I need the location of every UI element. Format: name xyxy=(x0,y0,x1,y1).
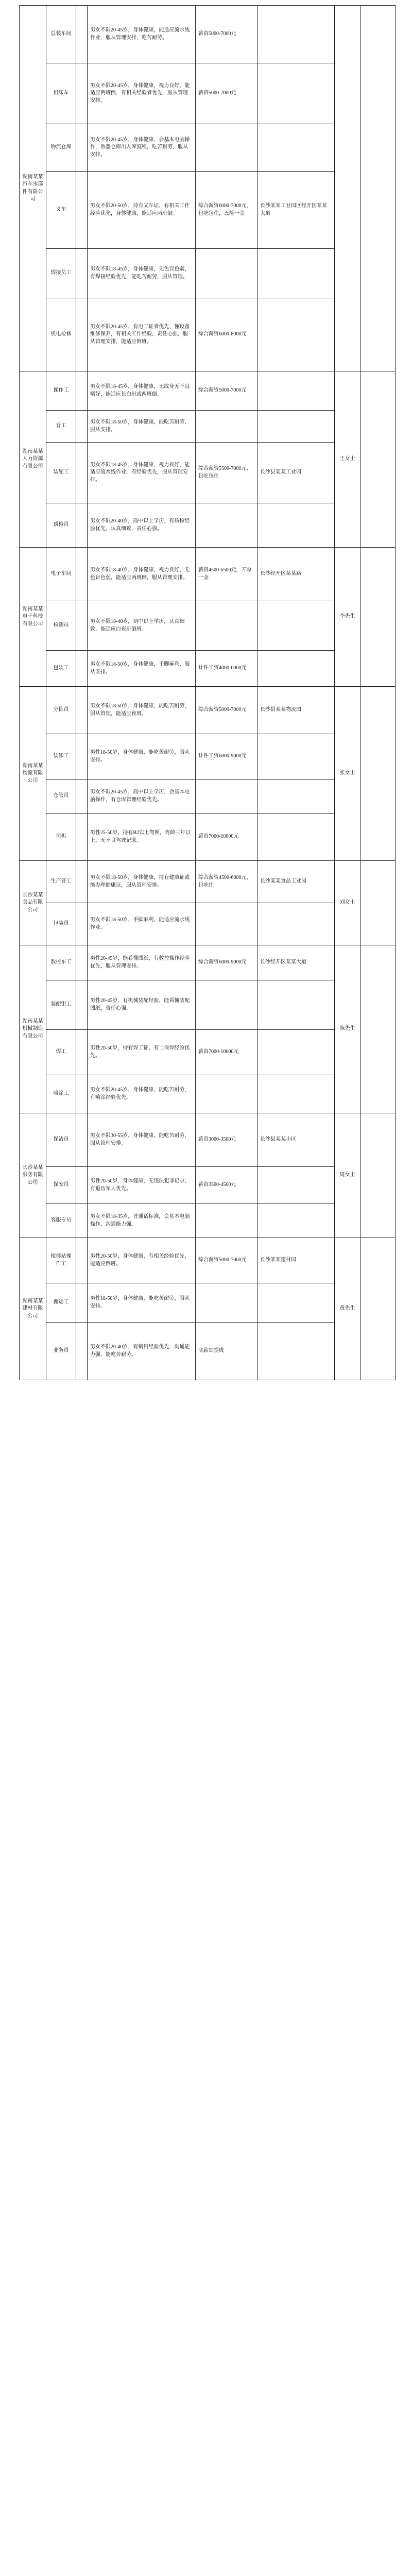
headcount xyxy=(76,371,88,411)
table-row xyxy=(20,945,396,980)
salary-benefits: 计件工资6000-9000元 xyxy=(196,734,258,779)
job-requirements: 男性25-50岁，持有B2以上驾照，驾龄三年以上，无不良驾驶记录。 xyxy=(88,814,196,861)
job-requirements: 男女不限20-45岁，身体健康，能适应流水线作业，服从管理安排，吃苦耐劳。 xyxy=(88,6,196,63)
contact-person: 刘女士 xyxy=(335,861,360,945)
headcount xyxy=(76,779,88,814)
contact-phone xyxy=(360,861,396,945)
table-row xyxy=(20,1238,396,1283)
table-row xyxy=(20,687,396,734)
headcount xyxy=(76,1283,88,1323)
headcount xyxy=(76,687,88,734)
work-location xyxy=(258,1030,335,1075)
job-requirements: 男性20-50岁，持有焊工证，有二保焊经验优先。 xyxy=(88,1030,196,1075)
job-requirements: 男女不限18-40岁，身体健康，视力良好，无色盲色弱，能适应两班倒，服从管理安排。 xyxy=(88,548,196,601)
contact-phone xyxy=(360,548,396,687)
salary-benefits: 薪资3000-3500元 xyxy=(196,1113,258,1167)
job-title: 仓管员 xyxy=(46,779,76,814)
job-requirements: 男女不限20-40岁，高中以上学历，有质检经验优先，认真细致，责任心强。 xyxy=(88,503,196,548)
headcount xyxy=(76,1030,88,1075)
job-requirements: 男性20-45岁，有机械装配经验，能看懂装配图纸，责任心强。 xyxy=(88,980,196,1030)
job-requirements: 男性20-45岁，能看懂图纸，有数控操作经验优先，服从管理安排。 xyxy=(88,945,196,980)
job-title: 包装员 xyxy=(46,903,76,945)
work-location xyxy=(258,1075,335,1113)
company-name: 长沙某某食品有限公司 xyxy=(20,861,46,945)
headcount xyxy=(76,1323,88,1380)
headcount xyxy=(76,443,88,503)
work-location xyxy=(258,503,335,548)
salary-benefits: 综合薪资5000-7000元 xyxy=(196,1238,258,1283)
contact-person: 王女士 xyxy=(335,371,360,548)
job-title: 焊工 xyxy=(46,1030,76,1075)
salary-benefits xyxy=(196,903,258,945)
headcount xyxy=(76,63,88,124)
salary-benefits: 薪资5000-7000元 xyxy=(196,63,258,124)
company-name: 湖南某某建材有限公司 xyxy=(20,1238,46,1380)
job-requirements: 男女不限18-50岁，身体健康，能吃苦耐劳，服从安排。 xyxy=(88,411,196,443)
job-requirements: 男女不限20-45岁，高中以上学历，会基本电脑操作，有仓库管理经验优先。 xyxy=(88,779,196,814)
job-title: 机电检修 xyxy=(46,298,76,371)
job-requirements: 男性20-50岁，身体健康，有相关经验优先，能适应倒班。 xyxy=(88,1238,196,1283)
job-title: 普工 xyxy=(46,411,76,443)
job-requirements: 男女不限30-55岁，身体健康，能吃苦耐劳，服从管理安排。 xyxy=(88,1113,196,1167)
work-location xyxy=(258,1283,335,1323)
job-title: 业务员 xyxy=(46,1323,76,1380)
job-requirements: 男女不限20-45岁，身体健康，视力良好，能适应两班倒，有相关经验者优先，服从管理安排。 xyxy=(88,63,196,124)
job-title: 司机 xyxy=(46,814,76,861)
salary-benefits: 综合薪资5500-7000元，包吃包住 xyxy=(196,443,258,503)
job-requirements: 男女不限18-35岁，普通话标准，会基本电脑操作，沟通能力强。 xyxy=(88,1204,196,1238)
work-location xyxy=(258,1204,335,1238)
headcount xyxy=(76,249,88,298)
headcount xyxy=(76,814,88,861)
work-location xyxy=(258,411,335,443)
work-location xyxy=(258,601,335,651)
headcount xyxy=(76,1167,88,1204)
salary-benefits xyxy=(196,124,258,172)
work-location xyxy=(258,63,335,124)
job-title: 客服专员 xyxy=(46,1204,76,1238)
salary-benefits xyxy=(196,1283,258,1323)
salary-benefits xyxy=(196,249,258,298)
salary-benefits: 薪资5000-7000元 xyxy=(196,6,258,63)
salary-benefits: 综合薪资4500-6000元，包吃住 xyxy=(196,861,258,903)
salary-benefits xyxy=(196,1204,258,1238)
job-requirements: 男性18-50岁，身体健康，能吃苦耐劳，服从安排。 xyxy=(88,734,196,779)
job-title: 数控车工 xyxy=(46,945,76,980)
contact-person: 周女士 xyxy=(335,1113,360,1238)
work-location xyxy=(258,814,335,861)
contact-phone xyxy=(360,687,396,861)
work-location: 长沙经开区某某大道 xyxy=(258,945,335,980)
work-location: 长沙某某食品工业园 xyxy=(258,861,335,903)
job-requirements: 男女不限20-40岁，有销售经验优先，沟通能力强，能吃苦耐劳。 xyxy=(88,1323,196,1380)
job-title: 搅拌站操作工 xyxy=(46,1238,76,1283)
headcount xyxy=(76,903,88,945)
salary-benefits: 计件工资4000-6000元 xyxy=(196,651,258,687)
contact-phone xyxy=(360,1238,396,1380)
salary-benefits: 薪资4500-6500元，五险一金 xyxy=(196,548,258,601)
salary-benefits: 综合薪资6000-9000元 xyxy=(196,945,258,980)
work-location xyxy=(258,249,335,298)
work-location xyxy=(258,779,335,814)
job-requirements: 男女不限18-40岁，初中以上学历，认真细致，能适应白夜班倒班。 xyxy=(88,601,196,651)
job-title: 检测员 xyxy=(46,601,76,651)
contact-person: 陈先生 xyxy=(335,945,360,1113)
headcount xyxy=(76,1204,88,1238)
job-requirements: 男女不限18-45岁，身体健康，视力良好，能适应流水线作业，有经验优先，服从管理安排。 xyxy=(88,443,196,503)
headcount xyxy=(76,1075,88,1113)
headcount xyxy=(76,298,88,371)
headcount xyxy=(76,411,88,443)
job-requirements: 男女不限18-45岁，身体健康，无色盲色弱，有焊接经验优先，能吃苦耐劳，服从管理。 xyxy=(88,249,196,298)
work-location: 长沙县某某物流园 xyxy=(258,687,335,734)
headcount xyxy=(76,980,88,1030)
salary-benefits xyxy=(196,779,258,814)
headcount xyxy=(76,172,88,249)
table-row xyxy=(20,371,396,411)
salary-benefits: 综合薪资5000-7000元 xyxy=(196,687,258,734)
headcount xyxy=(76,548,88,601)
job-title: 叉车 xyxy=(46,172,76,249)
job-title: 电子车间 xyxy=(46,548,76,601)
job-title: 喷涂工 xyxy=(46,1075,76,1113)
work-location xyxy=(258,371,335,411)
job-title: 保安员 xyxy=(46,1167,76,1204)
salary-benefits xyxy=(196,601,258,651)
table-row xyxy=(20,861,396,903)
job-requirements: 男女不限18-50岁，身体健康，能吃苦耐劳，服从管理，能适应夜班。 xyxy=(88,687,196,734)
work-location xyxy=(258,1167,335,1204)
job-requirements: 男女不限20-45岁，有电工证者优先，懂设备维修保养，有相关工作经验，责任心强，服从管理安排，能适应倒班。 xyxy=(88,298,196,371)
job-title: 装配工 xyxy=(46,443,76,503)
salary-benefits: 综合薪资6000-8000元 xyxy=(196,298,258,371)
work-location: 长沙某某工业园区经开区某某大道 xyxy=(258,172,335,249)
job-requirements: 男性18-50岁，身体健康，能吃苦耐劳，服从安排。 xyxy=(88,1283,196,1323)
job-requirements: 男女不限20-45岁，身体健康，能吃苦耐劳，有喷涂经验优先。 xyxy=(88,1075,196,1113)
job-title: 保洁员 xyxy=(46,1113,76,1167)
job-title: 焊接员工 xyxy=(46,249,76,298)
headcount xyxy=(76,1113,88,1167)
table-row xyxy=(20,6,396,63)
contact-phone xyxy=(360,945,396,1113)
headcount xyxy=(76,734,88,779)
headcount xyxy=(76,503,88,548)
job-title: 包装工 xyxy=(46,651,76,687)
headcount xyxy=(76,1238,88,1283)
contact-phone xyxy=(360,6,396,371)
job-title: 总装车间 xyxy=(46,6,76,63)
salary-benefits: 综合薪资5000-7000元 xyxy=(196,371,258,411)
company-name: 湖南某某物流有限公司 xyxy=(20,687,46,861)
salary-benefits: 底薪加提成 xyxy=(196,1323,258,1380)
job-listing-body xyxy=(20,6,396,1380)
work-location: 长沙县某某小区 xyxy=(258,1113,335,1167)
job-requirements: 男女不限18-50岁，身体健康，手脚麻利，服从安排。 xyxy=(88,651,196,687)
company-name: 湖南某某机械制造有限公司 xyxy=(20,945,46,1113)
job-title: 物流仓库 xyxy=(46,124,76,172)
job-title: 操作工 xyxy=(46,371,76,411)
work-location xyxy=(258,734,335,779)
company-name: 长沙某某服务有限公司 xyxy=(20,1113,46,1238)
job-requirements: 男女不限20-45岁，身体健康，会基本电脑操作，熟悉仓库出入库流程，吃苦耐劳，服从安排。 xyxy=(88,124,196,172)
table-row xyxy=(20,1113,396,1167)
contact-person: 李先生 xyxy=(335,548,360,687)
headcount xyxy=(76,651,88,687)
salary-benefits: 薪资7000-10000元 xyxy=(196,1030,258,1075)
salary-benefits xyxy=(196,980,258,1030)
headcount xyxy=(76,124,88,172)
work-location xyxy=(258,903,335,945)
work-location xyxy=(258,6,335,63)
job-requirements: 男女不限18-45岁，身体健康，无纹身无不良嗜好，能适应长白班或两班倒。 xyxy=(88,371,196,411)
job-requirements: 男性20-50岁，身体健康，无违法犯罪记录，有退伍军人优先。 xyxy=(88,1167,196,1204)
salary-benefits: 综合薪资6000-7000元，包吃包住，五险一金 xyxy=(196,172,258,249)
job-title: 生产普工 xyxy=(46,861,76,903)
table-row xyxy=(20,548,396,601)
job-requirements: 男女不限20-50岁，持有叉车证，有相关工作经验优先，身体健康，能适应两班倒。 xyxy=(88,172,196,249)
job-title: 装卸工 xyxy=(46,734,76,779)
contact-person xyxy=(335,6,360,371)
job-listing-table xyxy=(19,5,396,1380)
work-location xyxy=(258,980,335,1030)
job-title: 分拣员 xyxy=(46,687,76,734)
job-title: 装配钳工 xyxy=(46,980,76,1030)
work-location: 长沙县某某工业园 xyxy=(258,443,335,503)
job-title: 搬运工 xyxy=(46,1283,76,1323)
company-name: 湖南某某电子科技有限公司 xyxy=(20,548,46,687)
work-location xyxy=(258,298,335,371)
headcount xyxy=(76,6,88,63)
contact-person: 张女士 xyxy=(335,687,360,861)
work-location xyxy=(258,651,335,687)
salary-benefits: 薪资3500-4500元 xyxy=(196,1167,258,1204)
contact-person: 黄先生 xyxy=(335,1238,360,1380)
company-name: 湖南某某汽车零部件有限公司 xyxy=(20,6,46,371)
company-name: 湖南某某人力资源有限公司 xyxy=(20,371,46,548)
job-requirements: 男女不限18-50岁，身体健康，持有健康证或能办理健康证，服从管理安排。 xyxy=(88,861,196,903)
work-location xyxy=(258,1323,335,1380)
job-requirements: 男女不限18-50岁，手脚麻利，能适应流水线作业。 xyxy=(88,903,196,945)
work-location: 长沙某某建材园 xyxy=(258,1238,335,1283)
work-location: 长沙经开区某某路 xyxy=(258,548,335,601)
salary-benefits xyxy=(196,411,258,443)
job-title: 质检员 xyxy=(46,503,76,548)
contact-phone xyxy=(360,371,396,548)
headcount xyxy=(76,861,88,903)
job-title: 机床车 xyxy=(46,63,76,124)
salary-benefits xyxy=(196,503,258,548)
headcount xyxy=(76,945,88,980)
work-location xyxy=(258,124,335,172)
headcount xyxy=(76,601,88,651)
contact-phone xyxy=(360,1113,396,1238)
salary-benefits xyxy=(196,1075,258,1113)
salary-benefits: 薪资7000-10000元 xyxy=(196,814,258,861)
